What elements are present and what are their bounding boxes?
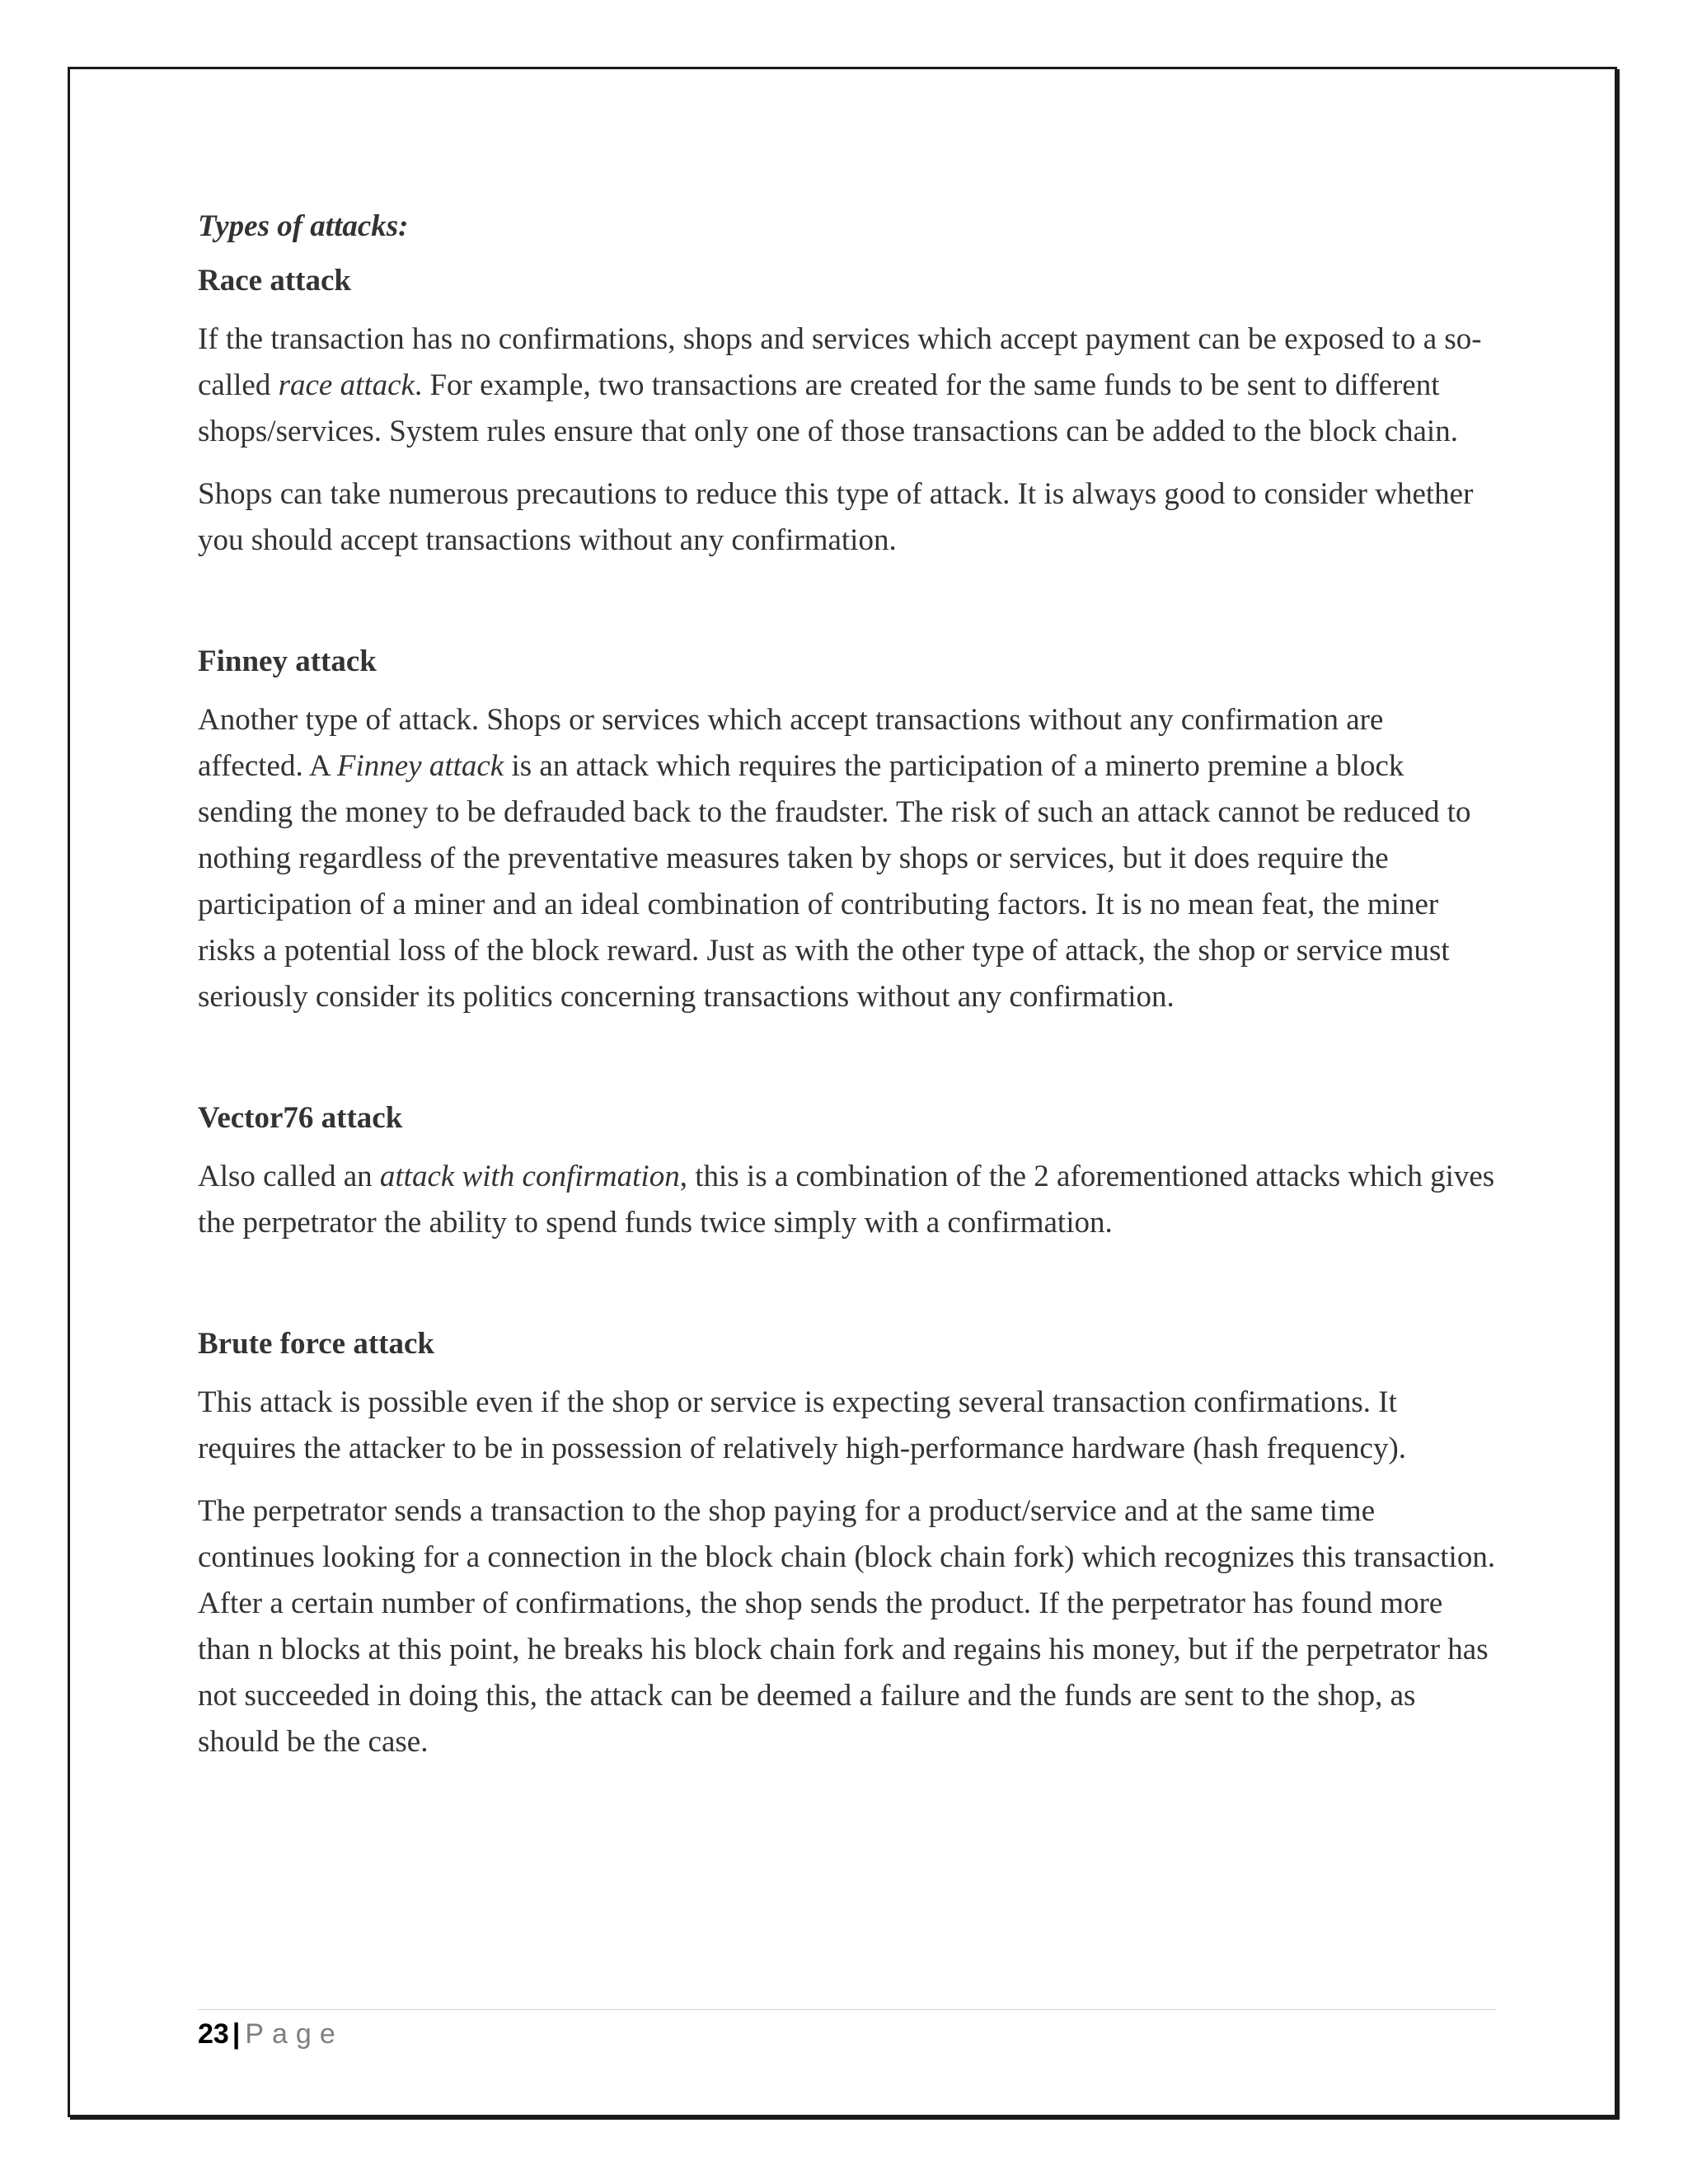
section-title: Types of attacks:	[198, 209, 409, 243]
sections-container	[198, 260, 1496, 1765]
body-paragraph	[198, 1488, 1496, 1765]
footer-divider	[198, 2009, 1496, 2010]
paragraph-text: , this is a combination of the 2 aforementioned attacks which gives the perpetrator the ability to spend funds twice simply with a confirmation.	[198, 1160, 1495, 1240]
paragraph-text: Also called an	[198, 1160, 380, 1193]
paragraph-text: . For example, two transactions are created for the same funds to be sent to different shops/services. System rules ensure that only one of those transactions can be added to the block chain.	[198, 368, 1458, 448]
paragraph-text: If the transaction has no confirmations, shops and services which accept payment can be exposed to a so-called	[198, 322, 1482, 402]
paragraph-text: Shops can take numerous precautions to reduce this type of attack. It is always good to consider whether you should accept transactions without any confirmation.	[198, 477, 1474, 557]
page-content	[198, 206, 1496, 1782]
paragraph-text: Another type of attack. Shops or services which accept transactions without any confirmation are affected. A	[198, 703, 1384, 783]
paragraph-text: is an attack which requires the participation of a minerto premine a block sending the money to be defrauded back to the fraudster. The risk of such an attack cannot be reduced to nothing regardless of the preventative measures taken by shops or services, but it does require the participation of a miner and an ideal combination of contributing factors. It is no mean feat, the miner risks a potential loss of the block reward. Just as with the other type of attack, the shop or service must seriously consider its politics concerning transactions without any confirmation.	[198, 749, 1471, 1014]
section-spacer	[198, 1037, 1496, 1098]
page-label: Page	[245, 2018, 344, 2050]
section-spacer	[198, 1263, 1496, 1324]
section-heading: Race attack	[198, 264, 351, 298]
body-paragraph	[198, 1380, 1496, 1472]
section-heading: Brute force attack	[198, 1327, 434, 1361]
italic-term: Finney attack	[336, 749, 504, 783]
paragraph-text: The perpetrator sends a transaction to the shop paying for a product/service and at the same time continues looking for a connection in the block chain (block chain fork) which recognizes this transaction. After a certain number of confirmations, the shop sends the product. If the perpetrator has found more than n blocks at this point, he breaks his block chain fork and regains his money, but if the perpetrator has not succeeded in doing this, the attack can be deemed a failure and the funds are sent to the shop, as should be the case.	[198, 1494, 1496, 1759]
body-paragraph	[198, 697, 1496, 1020]
italic-term: attack with confirmation	[379, 1160, 680, 1193]
body-paragraph	[198, 316, 1496, 455]
paragraph-text: This attack is possible even if the shop or service is expecting several transaction confirmations. It requires the attacker to be in possession of relatively high-performance hardware (hash frequency).	[198, 1385, 1407, 1465]
body-paragraph	[198, 471, 1496, 564]
body-paragraph	[198, 1154, 1496, 1246]
footer-separator: |	[232, 2018, 241, 2050]
section-spacer	[198, 580, 1496, 641]
section-heading: Vector76 attack	[198, 1101, 403, 1135]
page-number: 23	[198, 2018, 229, 2050]
section-heading: Finney attack	[198, 644, 377, 678]
page-footer	[198, 2014, 344, 2054]
italic-term: race attack	[278, 368, 415, 402]
